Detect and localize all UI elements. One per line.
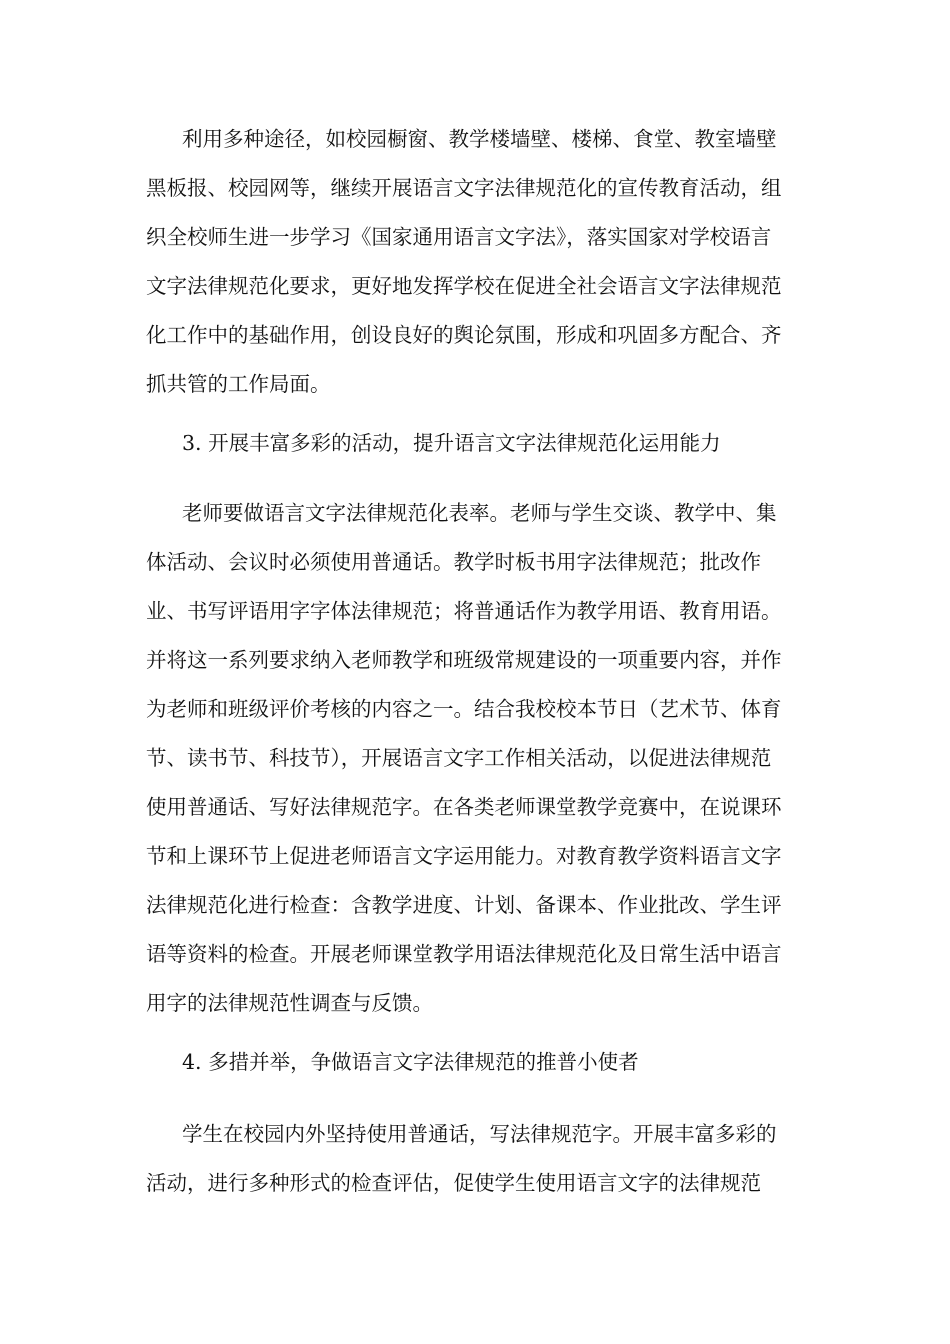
paragraph-2-line: 体活动、会议时必须使用普通话。教学时板书用字法律规范；批改作: [146, 550, 761, 574]
paragraph-3-line: 活动，进行多种形式的检查评估，促使学生使用语言文字的法律规范: [146, 1171, 761, 1195]
paragraph-2-line: 并将这一系列要求纳入老师教学和班级常规建设的一项重要内容，并作: [146, 648, 782, 672]
section-heading-4: 4. 多措并举，争做语言文字法律规范的推普小使者: [182, 1050, 639, 1074]
paragraph-2-line: 语等资料的检查。开展老师课堂教学用语法律规范化及日常生活中语言: [146, 942, 782, 966]
paragraph-1-line: 黑板报、校园网等，继续开展语言文字法律规范化的宣传教育活动，组: [146, 176, 782, 200]
paragraph-1-line: 抓共管的工作局面。: [146, 372, 331, 396]
paragraph-1-line: 利用多种途径，如校园橱窗、教学楼墙壁、楼梯、食堂、教室墙壁: [182, 127, 777, 151]
paragraph-3-line: 学生在校园内外坚持使用普通话，写法律规范字。开展丰富多彩的: [182, 1122, 777, 1146]
paragraph-2-line: 老师要做语言文字法律规范化表率。老师与学生交谈、教学中、集: [182, 501, 777, 525]
paragraph-2-line: 节、读书节、科技节），开展语言文字工作相关活动，以促进法律规范: [146, 746, 772, 770]
paragraph-1-line: 织全校师生进一步学习《国家通用语言文字法》，落实国家对学校语言: [146, 225, 772, 249]
paragraph-2-line: 法律规范化进行检查：含教学进度、计划、备课本、作业批改、学生评: [146, 893, 782, 917]
paragraph-2-line: 用字的法律规范性调查与反馈。: [146, 991, 433, 1015]
section-heading-3: 3. 开展丰富多彩的活动，提升语言文字法律规范化运用能力: [182, 431, 721, 455]
paragraph-2-line: 使用普通话、写好法律规范字。在各类老师课堂教学竞赛中，在说课环: [146, 795, 782, 819]
paragraph-1-line: 化工作中的基础作用，创设良好的舆论氛围，形成和巩固多方配合、齐: [146, 323, 782, 347]
paragraph-2-line: 业、书写评语用字字体法律规范；将普通话作为教学用语、教育用语。: [146, 599, 782, 623]
paragraph-1-line: 文字法律规范化要求，更好地发挥学校在促进全社会语言文字法律规范: [146, 274, 782, 298]
paragraph-2-line: 为老师和班级评价考核的内容之一。结合我校校本节日（艺术节、体育: [146, 697, 782, 721]
paragraph-2-line: 节和上课环节上促进老师语言文字运用能力。对教育教学资料语言文字: [146, 844, 782, 868]
